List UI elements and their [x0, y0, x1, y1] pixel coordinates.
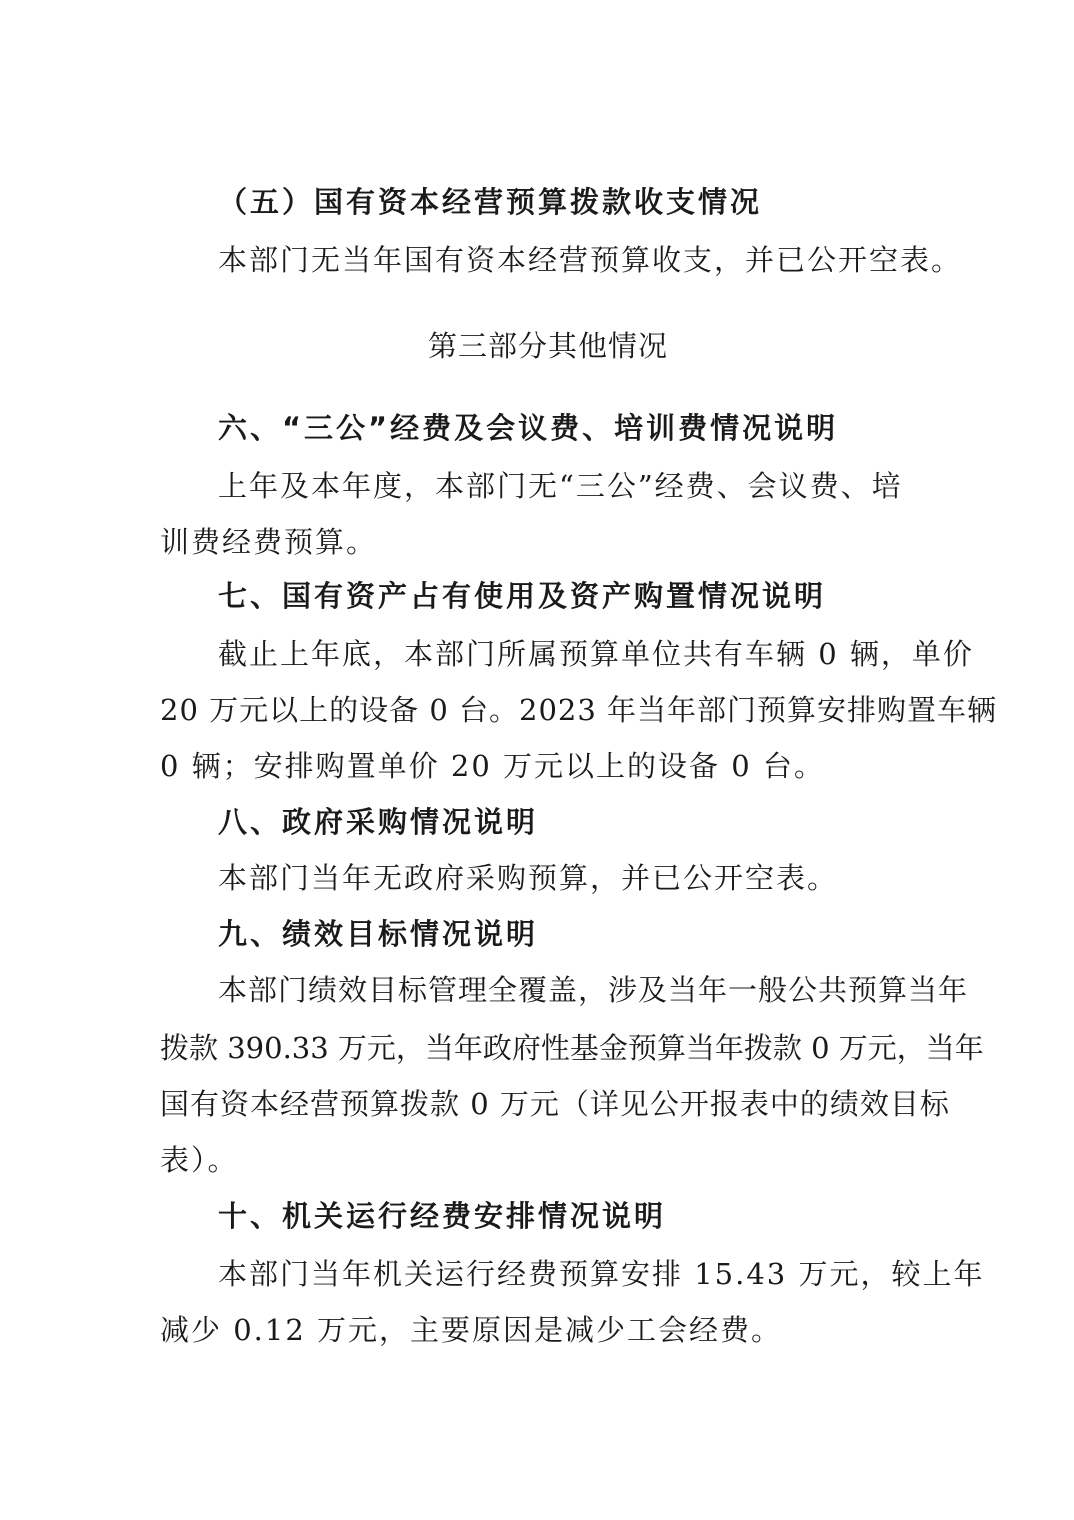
paragraph-line: 减少 0.12 万元，主要原因是减少工会经费。 [160, 1313, 783, 1347]
section-heading-5: （五）国有资本经营预算拨款收支情况 [218, 185, 763, 219]
paragraph-line: 本部门当年机关运行经费预算安排 15.43 万元，较上年 [218, 1257, 985, 1291]
paragraph-line: 20 万元以上的设备 0 台。2023 年当年部门预算安排购置车辆 [160, 693, 998, 727]
section-heading-8: 八、政府采购情况说明 [218, 805, 539, 839]
paragraph-line: 0 辆；安排购置单价 20 万元以上的设备 0 台。 [160, 749, 825, 783]
part-title: 第三部分其他情况 [428, 329, 669, 363]
paragraph-line: 训费经费预算。 [160, 525, 378, 559]
paragraph-line: 本部门无当年国有资本经营预算收支，并已公开空表。 [218, 243, 963, 277]
paragraph-line: 表）。 [160, 1143, 239, 1177]
paragraph-line: 拨款 390.33 万元，当年政府性基金预算当年拨款 0 万元，当年 [160, 1031, 984, 1065]
paragraph-line: 截止上年底，本部门所属预算单位共有车辆 0 辆，单价 [218, 637, 974, 671]
section-heading-9: 九、绩效目标情况说明 [218, 917, 539, 951]
paragraph-line: 国有资本经营预算拨款 0 万元（详见公开报表中的绩效目标 [160, 1087, 950, 1121]
paragraph-line: 上年及本年度，本部门无“三公”经费、会议费、培 [218, 469, 903, 503]
paragraph-line: 本部门绩效目标管理全覆盖，涉及当年一般公共预算当年 [218, 973, 969, 1007]
paragraph-line: 本部门当年无政府采购预算，并已公开空表。 [218, 861, 839, 895]
section-heading-10: 十、机关运行经费安排情况说明 [218, 1199, 667, 1233]
section-heading-6: 六、“三公”经费及会议费、培训费情况说明 [218, 411, 839, 445]
section-heading-7: 七、国有资产占有使用及资产购置情况说明 [218, 579, 827, 613]
